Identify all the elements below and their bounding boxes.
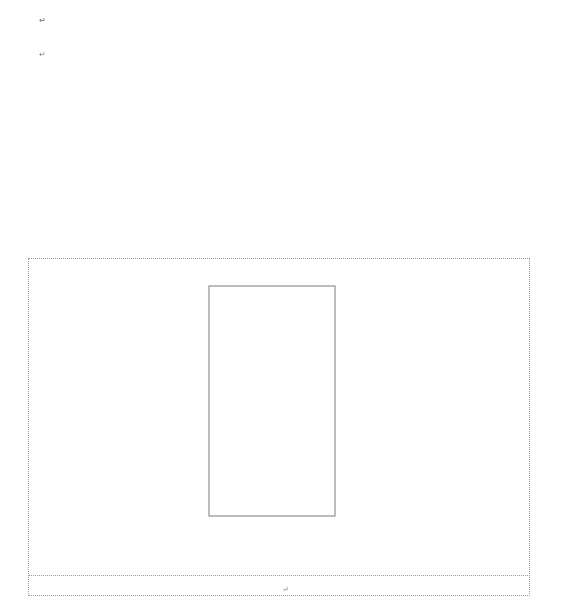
figure-frame bbox=[28, 258, 530, 596]
section-heading bbox=[38, 12, 46, 28]
box-plot-chart bbox=[29, 259, 529, 575]
paragraph-mark: ↵ bbox=[39, 16, 46, 25]
paragraph-mark: ↵ bbox=[39, 50, 46, 59]
figure-caption-divider bbox=[28, 575, 530, 576]
sub-heading bbox=[38, 46, 46, 62]
figure-caption: ↵ bbox=[282, 585, 289, 594]
plot-area bbox=[209, 286, 335, 516]
